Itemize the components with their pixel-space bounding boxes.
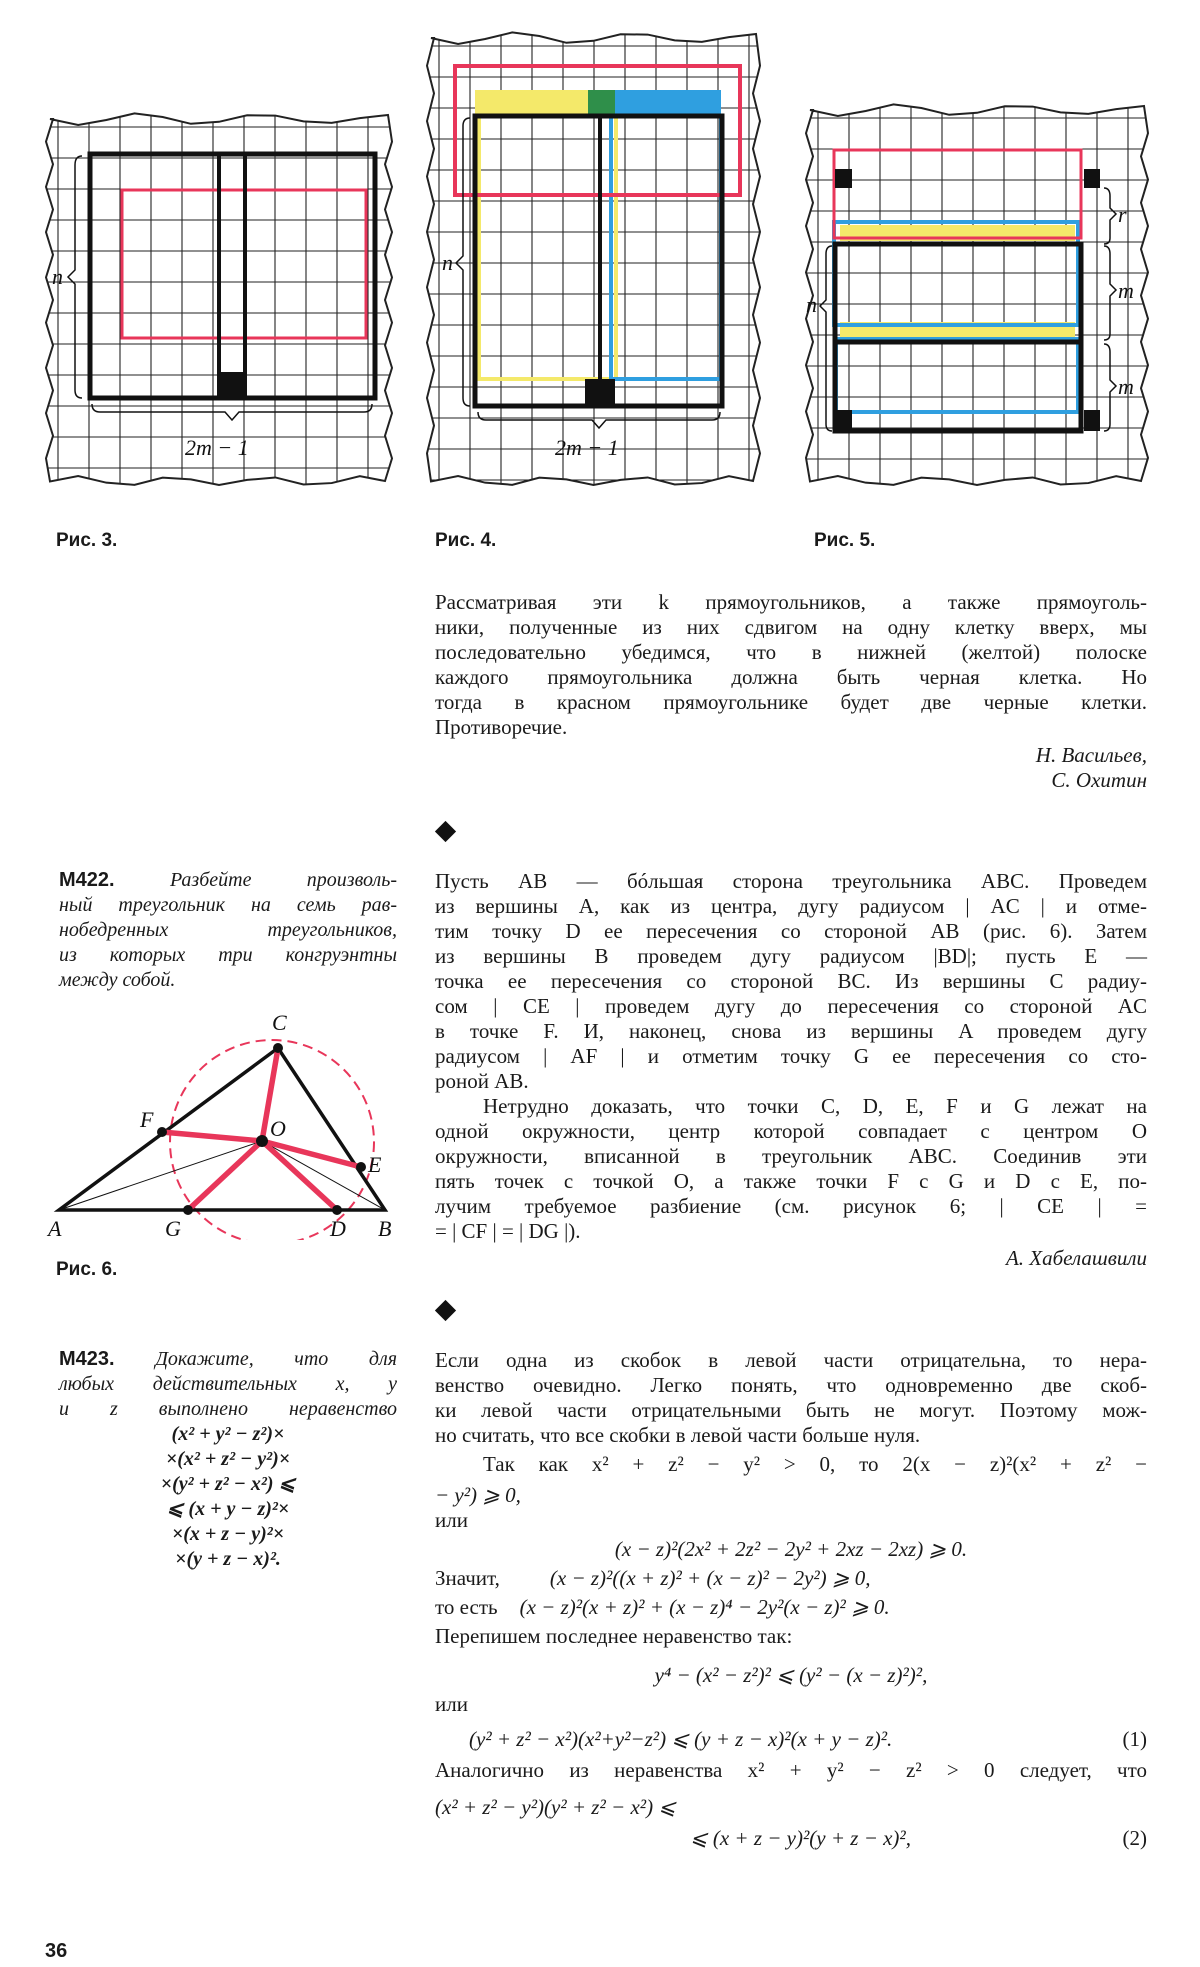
equation: (y² + z² − x²)(x²+y²−z²) ⩽ (y + z − x)²(x + y − z)². [469,1727,893,1751]
equation: (x − z)²(x + z)² + (x − z)⁴ − 2y²(x − z)² ⩾ 0. [519,1595,890,1619]
m422-author: А. Хабелашвили [1005,1246,1147,1270]
statement-line [59,1347,397,1372]
label-o: O [270,1116,286,1141]
figure-5 [800,100,1154,491]
label-m: m [1118,374,1134,399]
formula-line: (x² + y² − z²)× [171,1423,285,1445]
black-cell [835,410,852,431]
page-number: 36 [45,1940,68,1962]
text-line: из вершины A, как из центра, дугу радиусом | AC | и отме- [435,894,1147,918]
diamond-separator-icon [435,821,456,842]
label-n: n [52,264,63,289]
red-rectangle [834,150,1081,238]
equation-number: (2) [1122,1826,1147,1850]
statement-text: Докажите, что для [155,1348,397,1370]
yellow-rectangle [479,116,616,379]
triangle-abc [59,1048,385,1210]
fig5-caption: Рис. 5. [814,530,876,551]
blue-fill [615,90,721,116]
formula-line: ×(x² + z² − y²)× [165,1448,291,1470]
section1-authors [800,743,1147,793]
brace-bottom [478,412,720,428]
label-b: B [378,1216,392,1240]
fig4-caption: Рис. 4. [435,530,497,551]
label-n: n [806,292,817,317]
problem-number: М423. [59,1348,115,1370]
figure-4 [421,28,766,491]
figure-6 [40,1000,410,1240]
m422-solution [435,869,1147,1244]
problem-number: М422. [59,869,115,891]
statement-line: любых действительных x, y [59,1373,397,1395]
statement-line: между собой. [59,969,176,991]
diamond-separator-icon [435,1300,456,1321]
red-rectangle [455,66,740,195]
text-line: или [435,1692,468,1716]
statement-text: Разбейте произволь- [169,869,397,891]
statement-line: из которых три конгруэнтны [59,944,397,966]
text-line: радиусом | AF | и отметим точку G ее пересечения со сто- [435,1044,1147,1068]
text-line [435,1595,1147,1620]
equation: (x − z)²((x + z)² + (x − z)² − 2y²) ⩾ 0, [549,1566,871,1590]
text-line: тим точку D ее пересечения со стороной AB (рис. 6). Затем [435,919,1147,943]
formula-line: ×(y + z − x)². [175,1548,281,1570]
text-line: одной окружности, центр которой совпадает с центром O [435,1119,1147,1143]
text-line: или [435,1508,468,1532]
label-f: F [140,1107,154,1132]
fig6-caption: Рис. 6. [56,1259,118,1280]
statement-line: нобедренных треугольников, [59,919,397,941]
text-line: Противоречие. [435,715,568,739]
label-d: D [330,1216,346,1240]
text-line: Нетрудно доказать, что точки C, D, E, F и G лежат на [483,1094,1147,1118]
figure-3 [40,109,398,491]
equation: (x − z)²(2x² + 2z² − 2y² + 2xz − 2xz) ⩾ 0. [614,1537,968,1561]
text-line: ники, полученные из них сдвигом на одну клетку вверх, мы [435,615,1147,639]
author: Н. Васильев, [1035,743,1147,767]
equation: y⁴ − (x² − z²)² ⩽ (y² − (x − z)²)², [654,1663,928,1687]
label: Значит, [435,1566,500,1590]
label-r: r [1118,202,1127,227]
black-cell [219,372,245,398]
bisector-a [59,1141,262,1210]
black-cell [835,169,852,188]
label-g: G [165,1216,181,1240]
statement-line: ный треугольник на семь рав- [59,894,397,916]
black-cell [1084,169,1100,188]
text-line: из вершины B проведем дугу радиусом |BD|; пусть E — [435,944,1147,968]
label-c: C [272,1010,287,1035]
text-line: венство очевидно. Легко понять, что одновременно две скоб- [435,1373,1147,1397]
blue-rectangle [611,116,721,379]
text-line [435,1566,1147,1591]
text-line: точка ее пересечения со стороной BC. Из вершины C радиу- [435,969,1147,993]
equation-1-row [435,1727,1147,1752]
label-a: A [48,1216,62,1240]
black-cell [585,379,615,406]
figures-3-4-5 [0,0,1200,500]
black-cell [1084,410,1100,431]
statement-line [59,868,397,893]
text-line: в точке F. И, наконец, снова из вершины A проведем дугу [435,1019,1147,1043]
text-line: каждого прямоугольника должна быть черная клетка. Но [435,665,1147,689]
brace-r [1104,188,1116,244]
brace-left [68,156,82,398]
equation: (x² + z² − y²)(y² + z² − x²) ⩽ [435,1795,676,1819]
brace-left [820,246,832,431]
equation-number: (1) [1122,1727,1147,1751]
text-line: роной AB. [435,1069,529,1093]
author: С. Охитин [1051,768,1147,792]
yellow-fill [475,90,588,116]
label-n: n [442,250,453,275]
m423-solution [435,1348,1147,1851]
formula-line: ×(x + z − y)²× [171,1523,285,1545]
text-line: Пусть AB — бóльшая сторона треугольника ABC. Проведем [435,869,1147,893]
section1-text [435,590,1147,740]
fig3-caption: Рис. 3. [56,530,118,551]
brace-left [456,118,470,406]
text-line: ки левой части отрицательными быть не могут. Поэтому мож- [435,1398,1147,1422]
text-line: тогда в красном прямоугольнике будет две черные клетки. [435,690,1147,714]
blue-rectangle [836,339,1078,412]
text-line: лучим требуемое разбиение (см. рисунок 6; | CE | = [435,1194,1147,1218]
formula-line: ×(y² + z² − x²) ⩽ [160,1473,296,1495]
brace-m [1104,344,1116,431]
statement-line: и z выполнено неравенство [59,1398,397,1420]
text-line: последовательно убедимся, что в нижней (желтой) полоске [435,640,1147,664]
m422-statement [59,868,397,993]
label-m: m [1118,278,1134,303]
inequality-formula [59,1422,397,1572]
green-fill [588,90,615,116]
text-line: Рассматривая эти k прямоугольников, а также прямоуголь- [435,590,1147,614]
m423-statement [59,1347,397,1572]
label-2m-1: 2m − 1 [185,435,249,460]
text-line: Аналогично из неравенства x² + y² − z² > 0 следует, что [435,1758,1147,1782]
text-line: Перепишем последнее неравенство так: [435,1624,793,1648]
text-line: окружности, вписанной в треугольник ABC. Соединив эти [435,1144,1147,1168]
text-line: Если одна из скобок в левой части отрицательна, то нера- [435,1348,1147,1372]
equation-2-row [435,1826,1147,1851]
text-line: но считать, что все скобки в левой части больше нуля. [435,1423,921,1447]
formula-line: ⩽ (x + y − z)²× [166,1498,290,1520]
equation: ⩽ (x + z − y)²(y + z − x)², [690,1826,911,1850]
text-line: = | CF | = | DG |). [435,1219,581,1243]
brace-m [1104,246,1116,340]
text-line: сом | CE | проведем дугу до пересечения со стороной AC [435,994,1147,1018]
label-2m-1: 2m − 1 [555,435,619,460]
label: то есть [435,1595,498,1619]
text-line: − y²) ⩾ 0, [435,1483,521,1507]
label-e: E [368,1152,382,1177]
text-line: пять точек с точкой O, а также точки F с G и D с E, по- [435,1169,1147,1193]
text-line: Так как x² + z² − y² > 0, то 2(x − z)²(x² + z² − [483,1452,1147,1476]
